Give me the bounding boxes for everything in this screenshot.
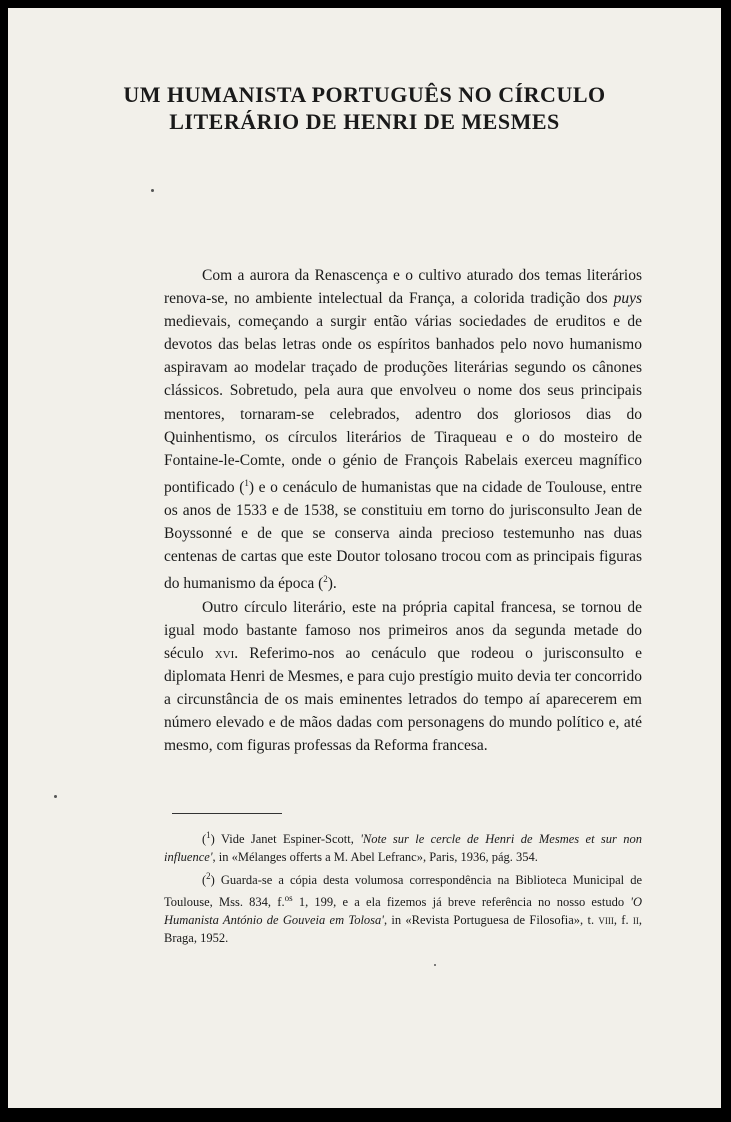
paragraph-2 <box>164 596 642 758</box>
footnote-2-title: 'O Humanista António de Gouveia em Tolosa' <box>164 895 642 928</box>
paragraph-1-text: Com a aurora da Renascença e o cultivo aturado dos temas literários renova-se, no ambiente intelectual da França, a colorida tradição dos <box>164 267 642 308</box>
paragraph-1-text: ) e o cenáculo de humanistas que na cidade de Toulouse, entre os anos de 1533 e de 1538, se constituiu em torno do jurisconsulto Jean de Boyssonné e de que se conserva ainda precioso testemunho nas duas centenas de cartas que este Doutor tolosano trocou com as principais figuras do humanismo da época ( <box>164 479 642 593</box>
century-numeral: xvi <box>214 644 235 662</box>
paragraph-1 <box>164 264 642 596</box>
paragraph-2-text: Outro círculo literário, este na própria capital francesa, se tornou de igual modo bastante famoso nos primeiros anos da segunda metade do século <box>164 598 642 662</box>
speck-mark <box>54 795 57 798</box>
footnote-ref-1: 1 <box>244 477 249 488</box>
footnote-2-text: , Braga, 1952. <box>164 913 642 946</box>
footnote-2-superscript: os <box>284 892 293 903</box>
footnote-1-text: Vide Janet Espiner-Scott, <box>214 832 361 847</box>
page-title-line-1: UM HUMANISTA PORTUGUÊS NO CÍRCULO <box>123 82 606 107</box>
speck-mark <box>434 964 436 966</box>
body-text <box>164 264 642 757</box>
footnote-1-text: , in «Mélanges offerts a M. Abel Lefranc», Paris, 1936, pág. 354. <box>212 850 538 865</box>
paragraph-2-text: . Referimo-nos ao cenáculo que rodeou o jurisconsulto e diplomata Henri de Mesmes, e para cujo prestígio muito devia ter concorrido a circunstância de os mais eminentes letrados do tempo aí aparecerem em número elevado e de mãos dadas com personagens do mundo político e, até mesmo, com figuras professas da Reforma francesa. <box>164 644 642 755</box>
paragraph-1-text: ). <box>327 575 337 593</box>
footnote-1-title: 'Note sur le cercle de Henri de Mesmes et sur non influence' <box>164 832 643 865</box>
footnote-ref-2: 2 <box>323 574 328 585</box>
footnote-divider <box>172 813 282 814</box>
footnote-2-fascicle: ii <box>632 913 639 928</box>
speck-mark <box>151 189 154 192</box>
footnote-2-number: 2 <box>206 870 211 881</box>
document-page <box>8 8 721 1108</box>
footnote-2-text: , f. <box>613 913 633 928</box>
puys-term: puys <box>613 290 642 308</box>
footnote-1: ($^1$) Vide Janet Espiner-Scott, 'Note sur le cercle de Henri de Mesmes et sur non influence', in «Mélanges offerts a M. Abel Lefranc», Paris, 1936, pág. 354. <box>164 830 643 865</box>
page-title-line-2: LITERÁRIO DE HENRI DE MESMES <box>169 109 560 134</box>
footnote-1-number: 1 <box>206 830 211 840</box>
footnotes <box>164 826 642 948</box>
footnote-2-tome: viii <box>598 913 614 928</box>
footnote-2-text: , in «Revista Portuguesa de Filosofia», t. <box>383 913 599 928</box>
footnote-2-text: 1, 199, e a ela fizemos já breve referência no nosso estudo <box>292 895 631 910</box>
footnote-2: ($^2$) Guarda-se a cópia desta volumosa correspondência na Biblioteca Municipal de Toulouse, Mss. 834, f.$^{os}$ 1, 199, e a ela fizemos já breve referência no nosso estudo 'O Humanista António de Gouveia em Tolosa', in «Revista Portuguesa de Filosofia», t. viii, f. ii, Braga, 1952. <box>164 870 642 946</box>
footnote-2-text: Guarda-se a cópia desta volumosa correspondência na Biblioteca Municipal de Toulouse, Mss. 834, f. <box>164 872 642 910</box>
paragraph-1-text: medievais, começando a surgir então várias sociedades de eruditos e de devotos das belas letras onde os espíritos banhados pelo novo humanismo aspiravam ao modelar traçado de produções literárias segundo os cânones clássicos. Sobretudo, pela aura que envolveu o nome dos seus principais mentores, tornaram-se celebrados, adentro dos gloriosos dias do Quinhentismo, os círculos literários de Tiraqueau e o do mosteiro de Fontaine-le-Comte, onde o génio de François Rabelais exerceu magnífico pontificado ( <box>164 313 642 496</box>
